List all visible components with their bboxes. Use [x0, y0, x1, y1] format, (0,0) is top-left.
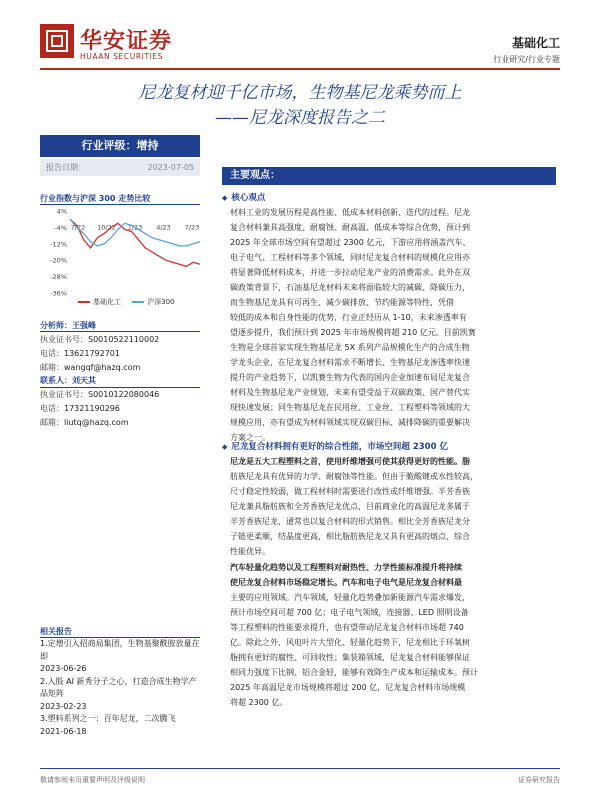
industry-rating: 行业评级：增持: [40, 135, 200, 157]
y-tick-label: -4%: [54, 223, 67, 232]
paragraph-line: 亿。除此之外，风电叶片大型化、轻量化趋势下，尼龙相比于环氧树: [230, 638, 470, 647]
analyst-cert: S0010522110002: [88, 335, 160, 344]
paragraph-line: 肪族尼龙具有优异的力学、耐腐蚀等性能。但由于脆酸键或水性较高，: [230, 472, 478, 481]
contact-cert: S0010122080046: [88, 390, 160, 399]
x-tick-label: 1/23: [127, 223, 143, 232]
related-date: 2023-02-23: [40, 701, 87, 711]
legend-swatch-2: [132, 301, 144, 303]
sector-label: 基础化工: [511, 36, 560, 50]
contact-cert-label: 执业证书号：: [40, 390, 88, 399]
composite-section-title-text: 尼龙复合材料拥有更好的综合性能，市场空间超 2300 亿: [231, 442, 448, 452]
y-tick-label: -36%: [50, 289, 67, 298]
analyst-phone-label: 电话：: [40, 348, 64, 358]
paragraph-line: 现快速发展；同生物基尼龙在民用丝、工业丝、工程塑料等领域的大: [230, 403, 470, 412]
x-tick-label: 4/23: [156, 223, 171, 232]
paragraph-line: 尼龙是五大工程塑料之首，使用纤维增强可使其获得更好的性能。脂: [230, 457, 470, 466]
related-reports-list: [40, 638, 200, 738]
report-title: 尼龙复材迎千亿市场，生物基尼龙乘势而上: [138, 83, 462, 103]
related-item[interactable]: 3.塑料系列之一：百年尼龙，二次腾飞: [40, 714, 176, 723]
logo-cn-text: 华安证券: [80, 28, 173, 54]
report-date-value: 2023-07-05: [147, 163, 194, 172]
x-tick-label: 7/22: [70, 223, 86, 232]
analyst-cert-label: 执业证书号：: [40, 335, 88, 344]
subsector-label: 行业研究/行业专题: [493, 55, 560, 64]
triangle-bullet-icon: ◆: [222, 194, 228, 202]
paragraph-line: 方案之一。: [230, 433, 270, 442]
paragraph-line: 2025 年全球市场空间有望超过 2300 亿元，下游应用将涵盖汽车、: [230, 238, 471, 247]
paragraph-line: 脂拥有更好的腐性、可回收性；集装箱领域，尼龙复合材料能够保证: [230, 653, 470, 662]
analyst-rule: [40, 331, 200, 332]
paragraph-line: 材料及生物基尼龙产业规划，未来有望受益于双碳政策、国产替代实: [230, 388, 470, 397]
header-divider: [40, 68, 560, 70]
core-view-title-text: 核心观点: [231, 193, 266, 203]
y-tick-label: -28%: [50, 273, 67, 282]
logo-mark: [40, 24, 74, 58]
y-tick-label: -20%: [50, 256, 67, 265]
paragraph-line: 相同力强度下比钢、铝合金轻，能够有效降生产成本和运输成本。预计: [230, 668, 478, 677]
footer-divider: [40, 768, 560, 769]
paragraph-line: 等工程塑料的性能要求提升，也有望带动尼龙复合材料市场超 740: [230, 623, 464, 632]
analyst-email-label: 邮箱：: [40, 362, 64, 372]
paragraph-line: 望逐步提升，我们预计到 2025 年市场规模将超 210 亿元。目前凯赛: [230, 328, 476, 337]
paragraph-line: 使尼龙复合材料市场稳定增长。汽车和电子电气是尼龙复合材料最: [230, 578, 462, 587]
triangle-bullet-icon: ◆: [222, 443, 228, 451]
contact-phone: 17321190296: [64, 403, 120, 413]
paragraph-line: 汽车轻量化趋势以及工程塑料对耐热性、力学性能标准提升将持续: [230, 563, 462, 572]
paragraph-line: 复合材料兼具高强度、耐腐蚀、耐高温、低成本等综合优势，预计到: [230, 223, 470, 232]
legend-swatch-1: [78, 301, 90, 303]
report-date-row: [40, 159, 200, 176]
chart-svg: [40, 205, 210, 300]
paragraph-line: 而生物基尼龙具有可再生、减少碳排放、节约能源等特性，凭借: [230, 298, 454, 307]
composite-paragraph: [230, 454, 556, 559]
related-item[interactable]: 1.定增引入招商局集团，生物基聚酰胺放量在即: [40, 639, 200, 661]
logo-en-text: HUAAN SECURITIES: [80, 52, 164, 61]
paragraph-line: 碳政策背景下，石油基尼龙材料未来将面临较大的减碳、降碳压力，: [230, 283, 470, 292]
related-item[interactable]: 2.入股 AI 新秀分子之心，打造合成生物学产品矩阵: [40, 676, 197, 698]
paragraph-line: 生物是全球首家实现生物基尼龙 5X 系列产品规模化生产的合成生物: [230, 343, 470, 352]
paragraph-line: 电子电气、工程材料等多个领域，同时尼龙复合材料的规模化应用亦: [230, 253, 470, 262]
contact-phone-label: 电话：: [40, 403, 64, 413]
footer-disclaimer[interactable]: 敬请参阅末页重要声明及评级说明: [40, 776, 145, 784]
paragraph-line: 学龙头企业，在尼龙复合材料需求不断增长、生物基尼龙渗透率快速: [230, 358, 470, 367]
paragraph-line: 提升的产业趋势下，以凯赛生物为代表的国内企业加速布局尼龙复合: [230, 373, 470, 382]
paragraph-line: 尺寸稳定性较弱，做工程材料时需要进行改性或纤维增强。半芳香族: [230, 487, 470, 496]
paragraph-line: 子链更柔顺，结晶度更高，相比脂肪族尼龙又具有更高的熔点，综合: [230, 532, 470, 541]
paragraph-line: 尼龙兼具脂肪族和全芳香族尼龙优点，目前商业化的高温尼龙多属于: [230, 502, 470, 511]
related-date: 2023-06-26: [40, 664, 87, 673]
market-growth-paragraph: [230, 560, 556, 710]
contact-heading: 联系人：刘天其: [40, 376, 96, 386]
paragraph-line: 预计市场空间可超 700 亿；电子电气领域，连接器、LED 照明设备: [230, 608, 469, 617]
related-reports-heading: 相关报告: [40, 627, 72, 636]
report-subtitle: ——尼龙深度报告之二: [215, 108, 385, 128]
chart-legend: [78, 297, 175, 307]
related-date: 2021-06-18: [40, 726, 87, 736]
paragraph-line: 2025 年高温尼龙市场规模将超过 200 亿，尼龙复合材料市场规模: [230, 683, 466, 692]
core-view-title: [222, 191, 265, 203]
contact-info: [40, 388, 200, 429]
analyst-info: [40, 333, 200, 388]
paragraph-line: 主要的应用领域。汽车领域，轻量化趋势叠加新能源汽车需求爆发，: [230, 593, 470, 602]
analyst-email[interactable]: wangqf@hazq.com: [64, 362, 141, 372]
x-tick-label: 7/23: [184, 223, 200, 232]
y-tick-label: 4%: [56, 207, 67, 216]
legend-label-1: 基础化工: [93, 298, 121, 306]
footer-report-type: 证券研究报告: [518, 776, 560, 784]
paragraph-line: 半芳香族尼龙，通常也以复合材料的形式销售。相比全芳香族尼龙分: [230, 517, 470, 526]
legend-label-2: 沪深300: [147, 298, 175, 306]
composite-section-title: [222, 440, 448, 452]
paragraph-line: 将显著降低材料成本，并进一步拉动尼龙产业的消费需求。此外在双: [230, 268, 470, 277]
chart-title: 行业指数与沪深 300 走势比较: [40, 194, 151, 203]
contact-email[interactable]: liutq@hazq.com: [64, 417, 129, 427]
paragraph-line: 较低的成本和自身性能的优势，行业正经历从 1-10，未来渗透率有: [230, 313, 467, 322]
main-points-heading: 主要观点：: [222, 167, 556, 185]
paragraph-line: 性能优异。: [230, 547, 270, 556]
analyst-phone: 13621792701: [64, 348, 120, 358]
analyst-heading: 分析师：王强峰: [40, 321, 96, 330]
report-date-label: 报告日期：: [46, 163, 86, 172]
x-tick-label: 10/22: [97, 223, 116, 232]
paragraph-line: 规模应用，亦有望成为材料领域实现双碳目标、减排降碳的重要解决: [230, 418, 470, 427]
y-tick-label: -12%: [50, 240, 67, 249]
paragraph-line: 将超 2300 亿。: [230, 698, 288, 707]
core-view-paragraph: [230, 205, 556, 445]
paragraph-line: 材料工业的发展历程是高性能、低成本材料创新、迭代的过程。尼龙: [230, 208, 470, 217]
contact-email-label: 邮箱：: [40, 417, 64, 427]
